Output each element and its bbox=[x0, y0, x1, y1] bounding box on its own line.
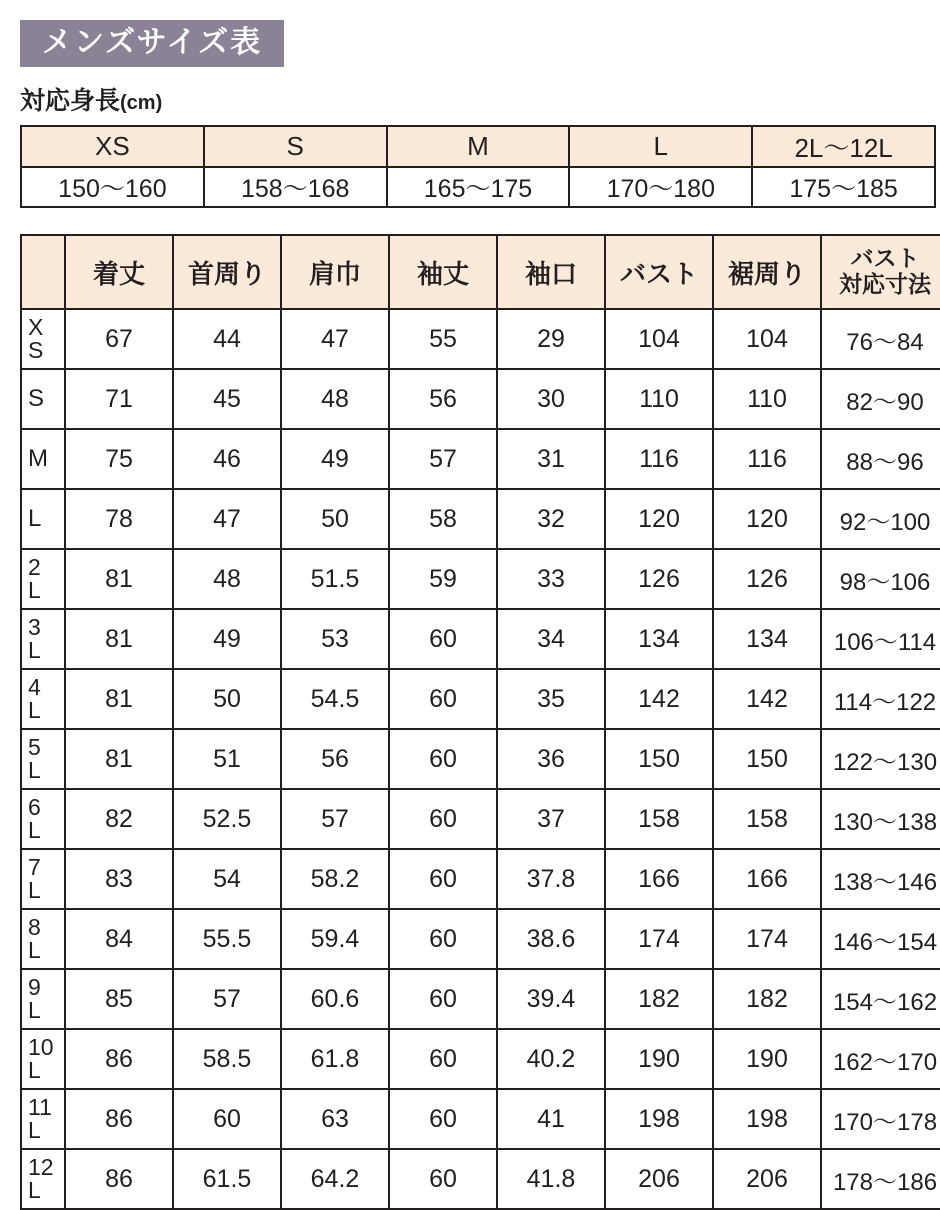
table-cell: 76〜84 bbox=[821, 309, 940, 369]
row-header-size bbox=[21, 1149, 65, 1209]
table-cell: 58.5 bbox=[173, 1029, 281, 1089]
table-cell: 110 bbox=[605, 369, 713, 429]
table-cell: 60 bbox=[173, 1089, 281, 1149]
table-cell: 46 bbox=[173, 429, 281, 489]
table-cell: 51.5 bbox=[281, 549, 389, 609]
row-header-size-line2: L bbox=[28, 757, 41, 783]
row-header-size-line1: X bbox=[28, 314, 44, 340]
height-range-xs: 150〜160 bbox=[21, 167, 204, 207]
height-section-heading bbox=[20, 81, 928, 117]
table-cell: 38.6 bbox=[497, 909, 605, 969]
table-cell: 48 bbox=[281, 369, 389, 429]
table-cell: 120 bbox=[713, 489, 821, 549]
table-cell: 40.2 bbox=[497, 1029, 605, 1089]
column-header-kubimawari: 首周り bbox=[173, 235, 281, 309]
table-cell: 59 bbox=[389, 549, 497, 609]
row-header-size-line2: S bbox=[28, 337, 44, 363]
table-cell: 31 bbox=[497, 429, 605, 489]
column-header-sodetake: 袖丈 bbox=[389, 235, 497, 309]
row-header-size-line1: 12 bbox=[28, 1154, 54, 1180]
measurement-table-corner bbox=[21, 235, 65, 309]
table-cell: 122〜130 bbox=[821, 729, 940, 789]
table-cell: 29 bbox=[497, 309, 605, 369]
table-cell: 142 bbox=[605, 669, 713, 729]
row-header-size-line2: L bbox=[28, 637, 41, 663]
row-header-size bbox=[21, 849, 65, 909]
column-header-susomawari: 裾周り bbox=[713, 235, 821, 309]
table-cell: 41.8 bbox=[497, 1149, 605, 1209]
height-size-2l-12l: 2L〜12L bbox=[752, 126, 935, 167]
table-cell: 170〜178 bbox=[821, 1089, 940, 1149]
table-cell: 36 bbox=[497, 729, 605, 789]
table-row bbox=[21, 429, 940, 489]
table-cell: 47 bbox=[173, 489, 281, 549]
table-cell: 60 bbox=[389, 609, 497, 669]
row-header-size-line1: 2 bbox=[28, 554, 41, 580]
column-header-bust-taio-sunpo bbox=[821, 235, 940, 309]
table-row bbox=[21, 549, 940, 609]
table-cell: 114〜122 bbox=[821, 669, 940, 729]
table-row bbox=[21, 489, 940, 549]
table-cell: 55.5 bbox=[173, 909, 281, 969]
table-cell: 104 bbox=[713, 309, 821, 369]
table-cell: 82〜90 bbox=[821, 369, 940, 429]
row-header-size-line2: L bbox=[28, 697, 41, 723]
table-cell: 32 bbox=[497, 489, 605, 549]
table-cell: 85 bbox=[65, 969, 173, 1029]
table-cell: 86 bbox=[65, 1149, 173, 1209]
table-cell: 60 bbox=[389, 969, 497, 1029]
table-cell: 48 bbox=[173, 549, 281, 609]
row-header-size-line1: 7 bbox=[28, 854, 41, 880]
table-cell: 49 bbox=[281, 429, 389, 489]
column-header-kitake: 着丈 bbox=[65, 235, 173, 309]
table-cell: 37 bbox=[497, 789, 605, 849]
table-cell: 60 bbox=[389, 789, 497, 849]
table-row bbox=[21, 969, 940, 1029]
column-header-katahaba: 肩巾 bbox=[281, 235, 389, 309]
table-cell: 39.4 bbox=[497, 969, 605, 1029]
row-header-size-line1: 5 bbox=[28, 734, 41, 760]
table-cell: 206 bbox=[713, 1149, 821, 1209]
table-cell: 190 bbox=[605, 1029, 713, 1089]
table-cell: 134 bbox=[605, 609, 713, 669]
table-cell: 60 bbox=[389, 669, 497, 729]
table-cell: 146〜154 bbox=[821, 909, 940, 969]
table-cell: 37.8 bbox=[497, 849, 605, 909]
table-row bbox=[21, 609, 940, 669]
table-cell: 59.4 bbox=[281, 909, 389, 969]
table-row bbox=[21, 1089, 940, 1149]
table-cell: 34 bbox=[497, 609, 605, 669]
table-cell: 138〜146 bbox=[821, 849, 940, 909]
row-header-size: S bbox=[21, 369, 65, 429]
height-table-header-row bbox=[21, 126, 935, 167]
table-row bbox=[21, 309, 940, 369]
row-header-size-line2: L bbox=[28, 937, 41, 963]
table-cell: 206 bbox=[605, 1149, 713, 1209]
table-cell: 104 bbox=[605, 309, 713, 369]
row-header-size-line1: 9 bbox=[28, 974, 41, 1000]
table-cell: 178〜186 bbox=[821, 1149, 940, 1209]
row-header-size-line2: L bbox=[28, 997, 41, 1023]
table-cell: 166 bbox=[713, 849, 821, 909]
table-cell: 116 bbox=[713, 429, 821, 489]
table-cell: 56 bbox=[389, 369, 497, 429]
table-cell: 56 bbox=[281, 729, 389, 789]
height-section-unit: (cm) bbox=[120, 92, 163, 114]
table-cell: 60 bbox=[389, 1149, 497, 1209]
table-cell: 53 bbox=[281, 609, 389, 669]
table-cell: 86 bbox=[65, 1089, 173, 1149]
table-cell: 55 bbox=[389, 309, 497, 369]
table-cell: 41 bbox=[497, 1089, 605, 1149]
table-cell: 64.2 bbox=[281, 1149, 389, 1209]
table-cell: 52.5 bbox=[173, 789, 281, 849]
row-header-size-line2: L bbox=[28, 1057, 41, 1083]
table-cell: 162〜170 bbox=[821, 1029, 940, 1089]
row-header-size-line2: L bbox=[28, 817, 41, 843]
table-cell: 57 bbox=[389, 429, 497, 489]
table-cell: 63 bbox=[281, 1089, 389, 1149]
table-cell: 58 bbox=[389, 489, 497, 549]
table-cell: 92〜100 bbox=[821, 489, 940, 549]
table-cell: 126 bbox=[713, 549, 821, 609]
table-cell: 106〜114 bbox=[821, 609, 940, 669]
row-header-size bbox=[21, 669, 65, 729]
table-cell: 60 bbox=[389, 849, 497, 909]
table-cell: 198 bbox=[713, 1089, 821, 1149]
row-header-size bbox=[21, 1089, 65, 1149]
table-cell: 33 bbox=[497, 549, 605, 609]
table-cell: 71 bbox=[65, 369, 173, 429]
table-cell: 190 bbox=[713, 1029, 821, 1089]
height-size-m: M bbox=[387, 126, 570, 167]
height-size-s: S bbox=[204, 126, 387, 167]
table-cell: 134 bbox=[713, 609, 821, 669]
table-cell: 174 bbox=[605, 909, 713, 969]
table-cell: 61.5 bbox=[173, 1149, 281, 1209]
column-header-bust-taio-sunpo-line1: バスト bbox=[850, 245, 920, 272]
table-cell: 47 bbox=[281, 309, 389, 369]
column-header-bust: バスト bbox=[605, 235, 713, 309]
table-row bbox=[21, 1029, 940, 1089]
table-cell: 78 bbox=[65, 489, 173, 549]
table-row bbox=[21, 369, 940, 429]
row-header-size bbox=[21, 1029, 65, 1089]
row-header-size-line2: L bbox=[28, 577, 41, 603]
table-cell: 67 bbox=[65, 309, 173, 369]
table-row bbox=[21, 1149, 940, 1209]
table-cell: 50 bbox=[173, 669, 281, 729]
table-cell: 130〜138 bbox=[821, 789, 940, 849]
row-header-size-line1: 10 bbox=[28, 1034, 54, 1060]
table-cell: 81 bbox=[65, 669, 173, 729]
table-cell: 45 bbox=[173, 369, 281, 429]
row-header-size: L bbox=[21, 489, 65, 549]
row-header-size bbox=[21, 609, 65, 669]
row-header-size-line1: 8 bbox=[28, 914, 41, 940]
height-table-value-row bbox=[21, 167, 935, 207]
table-cell: 154〜162 bbox=[821, 969, 940, 1029]
row-header-size bbox=[21, 909, 65, 969]
table-cell: 50 bbox=[281, 489, 389, 549]
row-header-size-line2: L bbox=[28, 1177, 41, 1203]
table-cell: 60 bbox=[389, 909, 497, 969]
table-cell: 60 bbox=[389, 1029, 497, 1089]
table-cell: 142 bbox=[713, 669, 821, 729]
row-header-size bbox=[21, 729, 65, 789]
table-cell: 158 bbox=[713, 789, 821, 849]
table-cell: 30 bbox=[497, 369, 605, 429]
row-header-size bbox=[21, 549, 65, 609]
table-row bbox=[21, 729, 940, 789]
table-cell: 57 bbox=[173, 969, 281, 1029]
table-cell: 182 bbox=[605, 969, 713, 1029]
table-row bbox=[21, 669, 940, 729]
table-cell: 49 bbox=[173, 609, 281, 669]
table-cell: 98〜106 bbox=[821, 549, 940, 609]
row-header-size-line1: 11 bbox=[28, 1094, 52, 1120]
table-cell: 58.2 bbox=[281, 849, 389, 909]
height-table bbox=[20, 125, 936, 208]
table-cell: 86 bbox=[65, 1029, 173, 1089]
table-cell: 51 bbox=[173, 729, 281, 789]
table-cell: 174 bbox=[713, 909, 821, 969]
table-cell: 54.5 bbox=[281, 669, 389, 729]
row-header-size bbox=[21, 789, 65, 849]
table-cell: 81 bbox=[65, 609, 173, 669]
table-cell: 35 bbox=[497, 669, 605, 729]
height-section-heading-text: 対応身長 bbox=[20, 87, 121, 115]
table-cell: 75 bbox=[65, 429, 173, 489]
table-cell: 82 bbox=[65, 789, 173, 849]
row-header-size bbox=[21, 309, 65, 369]
table-cell: 166 bbox=[605, 849, 713, 909]
table-row bbox=[21, 909, 940, 969]
table-cell: 57 bbox=[281, 789, 389, 849]
table-cell: 60 bbox=[389, 729, 497, 789]
measurement-table-body bbox=[21, 309, 940, 1209]
table-cell: 81 bbox=[65, 729, 173, 789]
row-header-size bbox=[21, 969, 65, 1029]
table-cell: 60.6 bbox=[281, 969, 389, 1029]
table-cell: 150 bbox=[713, 729, 821, 789]
table-cell: 83 bbox=[65, 849, 173, 909]
table-cell: 150 bbox=[605, 729, 713, 789]
column-header-bust-taio-sunpo-line2: 対応寸法 bbox=[839, 271, 931, 297]
height-size-xs: XS bbox=[21, 126, 204, 167]
height-range-s: 158〜168 bbox=[204, 167, 387, 207]
measurement-table bbox=[20, 234, 940, 1210]
table-cell: 84 bbox=[65, 909, 173, 969]
table-cell: 198 bbox=[605, 1089, 713, 1149]
row-header-size: M bbox=[21, 429, 65, 489]
table-cell: 81 bbox=[65, 549, 173, 609]
table-cell: 44 bbox=[173, 309, 281, 369]
height-range-m: 165〜175 bbox=[387, 167, 570, 207]
row-header-size-line1: 6 bbox=[28, 794, 41, 820]
table-cell: 116 bbox=[605, 429, 713, 489]
table-row bbox=[21, 789, 940, 849]
row-header-size-line2: L bbox=[28, 877, 41, 903]
table-row bbox=[21, 849, 940, 909]
measurement-table-header-row bbox=[21, 235, 940, 309]
table-cell: 54 bbox=[173, 849, 281, 909]
row-header-size-line1: 4 bbox=[28, 674, 41, 700]
section-spacer bbox=[12, 208, 928, 234]
table-cell: 158 bbox=[605, 789, 713, 849]
table-cell: 60 bbox=[389, 1089, 497, 1149]
row-header-size-line1: 3 bbox=[28, 614, 41, 640]
row-header-size-line2: L bbox=[28, 1117, 41, 1143]
table-cell: 61.8 bbox=[281, 1029, 389, 1089]
table-cell: 88〜96 bbox=[821, 429, 940, 489]
table-cell: 110 bbox=[713, 369, 821, 429]
page-title: メンズサイズ表 bbox=[20, 20, 284, 67]
table-cell: 126 bbox=[605, 549, 713, 609]
height-range-2l-12l: 175〜185 bbox=[752, 167, 935, 207]
table-cell: 182 bbox=[713, 969, 821, 1029]
height-size-l: L bbox=[569, 126, 752, 167]
column-header-sodeguchi: 袖口 bbox=[497, 235, 605, 309]
table-cell: 120 bbox=[605, 489, 713, 549]
height-range-l: 170〜180 bbox=[569, 167, 752, 207]
